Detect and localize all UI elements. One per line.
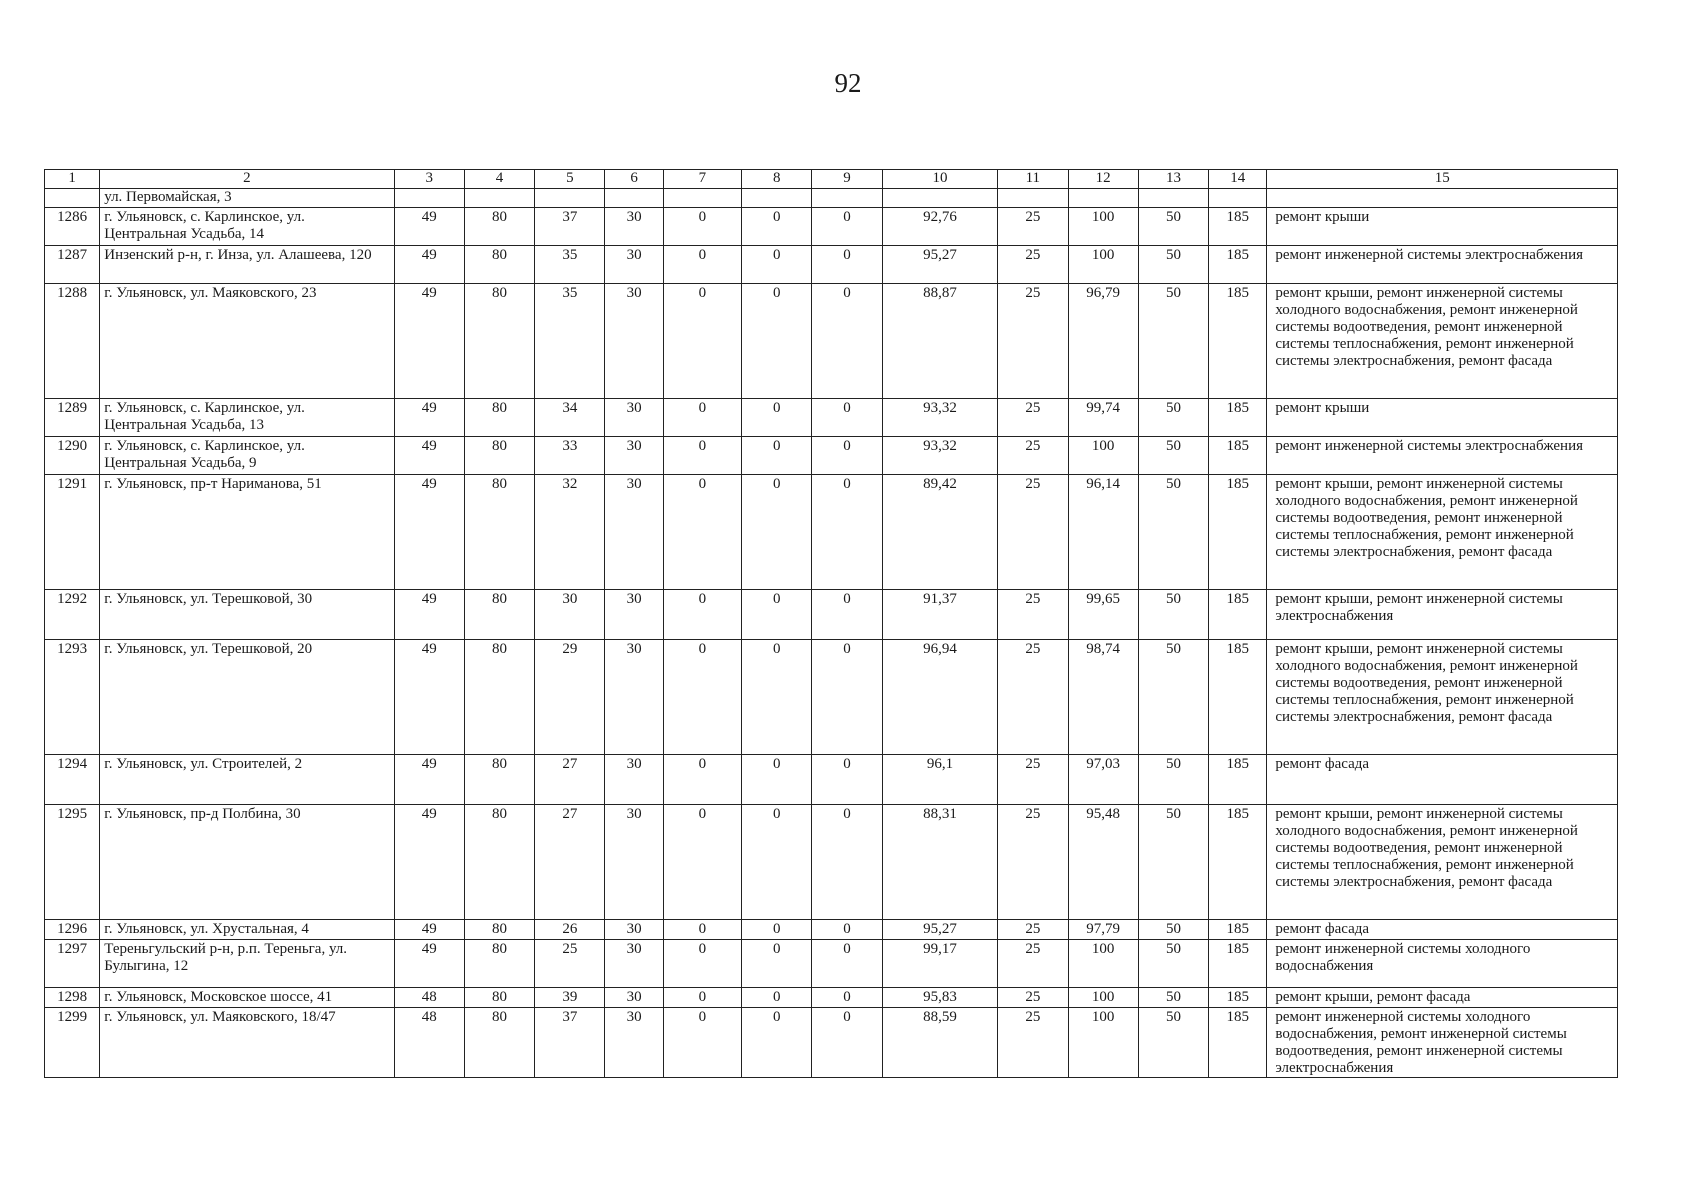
value-9: 0 (812, 437, 882, 475)
value-12: 99,65 (1068, 590, 1138, 640)
value-13: 50 (1138, 1008, 1208, 1078)
value-10: 89,42 (882, 475, 998, 590)
value-8: 0 (742, 940, 812, 988)
address: г. Ульяновск, ул. Хрустальная, 4 (100, 920, 394, 940)
address: г. Ульяновск, с. Карлинское, ул. Центральная Усадьба, 13 (100, 399, 394, 437)
table-body (45, 170, 1618, 1078)
value-10: 95,27 (882, 246, 998, 284)
address: г. Ульяновск, ул. Маяковского, 23 (100, 284, 394, 399)
value-3: 49 (394, 437, 464, 475)
value-6: 30 (605, 208, 663, 246)
value-11: 25 (998, 940, 1068, 988)
value-9: 0 (812, 920, 882, 940)
header-row (45, 170, 1618, 189)
value-12: 100 (1068, 246, 1138, 284)
value-6: 30 (605, 755, 663, 805)
value-9: 0 (812, 940, 882, 988)
address: г. Ульяновск, ул. Маяковского, 18/47 (100, 1008, 394, 1078)
value-13: 50 (1138, 755, 1208, 805)
value-14: 185 (1209, 475, 1267, 590)
value-8: 0 (742, 805, 812, 920)
value-3: 49 (394, 755, 464, 805)
works-list: ремонт инженерной системы холодного водоснабжения (1267, 940, 1618, 988)
value-13: 50 (1138, 475, 1208, 590)
value-7: 0 (663, 920, 741, 940)
header-cell-11: 11 (998, 170, 1068, 189)
works-list: ремонт инженерной системы холодного водоснабжения, ремонт инженерной системы водоотведения, ремонт инженерной системы электроснабжения (1267, 1008, 1618, 1078)
value-11: 25 (998, 475, 1068, 590)
value-13: 50 (1138, 920, 1208, 940)
address: Инзенский р-н, г. Инза, ул. Алашеева, 120 (100, 246, 394, 284)
value-8: 0 (742, 590, 812, 640)
works-list: ремонт фасада (1267, 755, 1618, 805)
value-14: 185 (1209, 805, 1267, 920)
value-3: 49 (394, 475, 464, 590)
value-11: 25 (998, 437, 1068, 475)
value-4: 80 (464, 208, 534, 246)
address: г. Ульяновск, ул. Терешковой, 30 (100, 590, 394, 640)
table-row (45, 755, 1618, 805)
value-4: 80 (464, 437, 534, 475)
value-7: 0 (663, 988, 741, 1008)
row-number: 1290 (45, 437, 100, 475)
value-9: 0 (812, 284, 882, 399)
value-6: 30 (605, 399, 663, 437)
table-row (45, 437, 1618, 475)
value-9: 0 (812, 1008, 882, 1078)
value-12: 100 (1068, 208, 1138, 246)
value-12: 95,48 (1068, 805, 1138, 920)
row-number: 1297 (45, 940, 100, 988)
value-6: 30 (605, 1008, 663, 1078)
value-10: 96,94 (882, 640, 998, 755)
works-list: ремонт крыши, ремонт инженерной системы холодного водоснабжения, ремонт инженерной системы водоотведения, ремонт инженерной системы теплоснабжения, ремонт инженерной системы электроснабжения, ремонт фасада (1267, 640, 1618, 755)
table-row (45, 284, 1618, 399)
value-4: 80 (464, 246, 534, 284)
value-4: 80 (464, 1008, 534, 1078)
value-6: 30 (605, 805, 663, 920)
value-4: 80 (464, 284, 534, 399)
value-3: 49 (394, 640, 464, 755)
table-row (45, 246, 1618, 284)
address: г. Ульяновск, с. Карлинское, ул. Центральная Усадьба, 9 (100, 437, 394, 475)
value-10: 95,83 (882, 988, 998, 1008)
value-10: 88,31 (882, 805, 998, 920)
value-4: 80 (464, 590, 534, 640)
value-5: 35 (535, 246, 605, 284)
value-13: 50 (1138, 208, 1208, 246)
value-12: 97,79 (1068, 920, 1138, 940)
value-12: 100 (1068, 940, 1138, 988)
header-cell-13: 13 (1138, 170, 1208, 189)
works-list: ремонт крыши, ремонт инженерной системы электроснабжения (1267, 590, 1618, 640)
table-row (45, 399, 1618, 437)
value-6: 30 (605, 988, 663, 1008)
value-3: 49 (394, 805, 464, 920)
value-13: 50 (1138, 284, 1208, 399)
header-cell-8: 8 (742, 170, 812, 189)
value-14: 185 (1209, 920, 1267, 940)
value-5: 29 (535, 640, 605, 755)
value-14: 185 (1209, 940, 1267, 988)
value-14: 185 (1209, 640, 1267, 755)
value-3: 48 (394, 988, 464, 1008)
value-13: 50 (1138, 590, 1208, 640)
table-row (45, 640, 1618, 755)
page-number: 92 (834, 68, 862, 98)
value-5: 34 (535, 399, 605, 437)
value-5: 25 (535, 940, 605, 988)
value-12: 100 (1068, 1008, 1138, 1078)
value-4: 80 (464, 640, 534, 755)
value-10: 88,87 (882, 284, 998, 399)
works-list: ремонт крыши, ремонт инженерной системы холодного водоснабжения, ремонт инженерной системы водоотведения, ремонт инженерной системы теплоснабжения, ремонт инженерной системы электроснабжения, ремонт фасада (1267, 284, 1618, 399)
header-cell-5: 5 (535, 170, 605, 189)
value-11: 25 (998, 755, 1068, 805)
value-14: 185 (1209, 399, 1267, 437)
value-10: 92,76 (882, 208, 998, 246)
value-10: 91,37 (882, 590, 998, 640)
value-5: 37 (535, 1008, 605, 1078)
value-9: 0 (812, 988, 882, 1008)
header-cell-1: 1 (45, 170, 100, 189)
value-6: 30 (605, 437, 663, 475)
value-12: 97,03 (1068, 755, 1138, 805)
works-list: ремонт крыши, ремонт инженерной системы холодного водоснабжения, ремонт инженерной системы водоотведения, ремонт инженерной системы теплоснабжения, ремонт инженерной системы электроснабжения, ремонт фасада (1267, 475, 1618, 590)
value-8: 0 (742, 755, 812, 805)
value-7: 0 (663, 246, 741, 284)
header-cell-10: 10 (882, 170, 998, 189)
header-cell-6: 6 (605, 170, 663, 189)
value-9: 0 (812, 755, 882, 805)
works-list: ремонт крыши (1267, 208, 1618, 246)
table-row (45, 590, 1618, 640)
header-cell-7: 7 (663, 170, 741, 189)
row-number: 1289 (45, 399, 100, 437)
address: г. Ульяновск, пр-д Полбина, 30 (100, 805, 394, 920)
value-13: 50 (1138, 940, 1208, 988)
value-4: 80 (464, 399, 534, 437)
works-list: ремонт инженерной системы электроснабжения (1267, 246, 1618, 284)
header-cell-3: 3 (394, 170, 464, 189)
value-7: 0 (663, 1008, 741, 1078)
value-5: 35 (535, 284, 605, 399)
value-4: 80 (464, 988, 534, 1008)
works-list: ремонт инженерной системы электроснабжения (1267, 437, 1618, 475)
value-8: 0 (742, 920, 812, 940)
table-row (45, 940, 1618, 988)
value-12: 100 (1068, 437, 1138, 475)
row-number: 1293 (45, 640, 100, 755)
value-3: 49 (394, 284, 464, 399)
value-10: 96,1 (882, 755, 998, 805)
address: г. Ульяновск, с. Карлинское, ул. Центральная Усадьба, 14 (100, 208, 394, 246)
value-3: 49 (394, 590, 464, 640)
value-3: 49 (394, 399, 464, 437)
value-3: 49 (394, 920, 464, 940)
table-row (45, 1008, 1618, 1078)
header-cell-14: 14 (1209, 170, 1267, 189)
value-13: 50 (1138, 437, 1208, 475)
value-9: 0 (812, 246, 882, 284)
table-row (45, 920, 1618, 940)
header-cell-9: 9 (812, 170, 882, 189)
value-9: 0 (812, 208, 882, 246)
value-11: 25 (998, 640, 1068, 755)
value-7: 0 (663, 805, 741, 920)
value-11: 25 (998, 208, 1068, 246)
value-12: 96,79 (1068, 284, 1138, 399)
table-row (45, 208, 1618, 246)
row-number: 1291 (45, 475, 100, 590)
value-8: 0 (742, 208, 812, 246)
header-cell-2: 2 (100, 170, 394, 189)
value-7: 0 (663, 475, 741, 590)
value-4: 80 (464, 940, 534, 988)
value-8: 0 (742, 475, 812, 590)
value-9: 0 (812, 475, 882, 590)
value-12: 96,14 (1068, 475, 1138, 590)
value-12: 98,74 (1068, 640, 1138, 755)
value-7: 0 (663, 590, 741, 640)
value-13: 50 (1138, 399, 1208, 437)
value-10: 93,32 (882, 437, 998, 475)
value-12: 100 (1068, 988, 1138, 1008)
value-7: 0 (663, 640, 741, 755)
value-10: 99,17 (882, 940, 998, 988)
value-4: 80 (464, 805, 534, 920)
value-14: 185 (1209, 437, 1267, 475)
value-5: 33 (535, 437, 605, 475)
value-6: 30 (605, 940, 663, 988)
table-row (45, 475, 1618, 590)
value-14: 185 (1209, 1008, 1267, 1078)
value-13: 50 (1138, 988, 1208, 1008)
works-list: ремонт фасада (1267, 920, 1618, 940)
row-number: 1288 (45, 284, 100, 399)
value-3: 49 (394, 208, 464, 246)
continuation-row (45, 189, 1618, 208)
value-5: 30 (535, 590, 605, 640)
value-10: 88,59 (882, 1008, 998, 1078)
row-number: 1294 (45, 755, 100, 805)
value-5: 26 (535, 920, 605, 940)
value-14: 185 (1209, 988, 1267, 1008)
value-14: 185 (1209, 208, 1267, 246)
table-row (45, 988, 1618, 1008)
value-4: 80 (464, 755, 534, 805)
value-11: 25 (998, 1008, 1068, 1078)
value-7: 0 (663, 284, 741, 399)
value-11: 25 (998, 920, 1068, 940)
value-13: 50 (1138, 805, 1208, 920)
value-13: 50 (1138, 640, 1208, 755)
value-7: 0 (663, 399, 741, 437)
value-6: 30 (605, 640, 663, 755)
value-14: 185 (1209, 284, 1267, 399)
address: г. Ульяновск, пр-т Нариманова, 51 (100, 475, 394, 590)
value-7: 0 (663, 755, 741, 805)
value-13: 50 (1138, 246, 1208, 284)
value-6: 30 (605, 920, 663, 940)
value-7: 0 (663, 208, 741, 246)
value-7: 0 (663, 940, 741, 988)
value-14: 185 (1209, 590, 1267, 640)
header-cell-4: 4 (464, 170, 534, 189)
works-list: ремонт крыши, ремонт фасада (1267, 988, 1618, 1008)
header-cell-15: 15 (1267, 170, 1618, 189)
header-cell-12: 12 (1068, 170, 1138, 189)
value-3: 48 (394, 1008, 464, 1078)
address: Тереньгульский р-н, р.п. Тереньга, ул. Булыгина, 12 (100, 940, 394, 988)
row-number: 1292 (45, 590, 100, 640)
value-5: 39 (535, 988, 605, 1008)
row-number: 1287 (45, 246, 100, 284)
value-8: 0 (742, 437, 812, 475)
value-6: 30 (605, 284, 663, 399)
value-6: 30 (605, 475, 663, 590)
value-8: 0 (742, 1008, 812, 1078)
works-list: ремонт крыши (1267, 399, 1618, 437)
value-5: 27 (535, 755, 605, 805)
address: г. Ульяновск, ул. Терешковой, 20 (100, 640, 394, 755)
value-3: 49 (394, 246, 464, 284)
value-5: 37 (535, 208, 605, 246)
row-number: 1296 (45, 920, 100, 940)
value-9: 0 (812, 399, 882, 437)
value-4: 80 (464, 920, 534, 940)
works-list: ремонт крыши, ремонт инженерной системы холодного водоснабжения, ремонт инженерной системы водоотведения, ремонт инженерной системы теплоснабжения, ремонт инженерной системы электроснабжения, ремонт фасада (1267, 805, 1618, 920)
value-5: 32 (535, 475, 605, 590)
value-11: 25 (998, 246, 1068, 284)
value-9: 0 (812, 640, 882, 755)
row-number: 1286 (45, 208, 100, 246)
value-8: 0 (742, 284, 812, 399)
value-12: 99,74 (1068, 399, 1138, 437)
value-4: 80 (464, 475, 534, 590)
row-number: 1295 (45, 805, 100, 920)
value-9: 0 (812, 590, 882, 640)
value-7: 0 (663, 437, 741, 475)
value-11: 25 (998, 284, 1068, 399)
value-11: 25 (998, 590, 1068, 640)
value-10: 95,27 (882, 920, 998, 940)
value-8: 0 (742, 640, 812, 755)
value-8: 0 (742, 246, 812, 284)
value-6: 30 (605, 590, 663, 640)
value-8: 0 (742, 988, 812, 1008)
value-14: 185 (1209, 246, 1267, 284)
value-11: 25 (998, 805, 1068, 920)
row-number: 1299 (45, 1008, 100, 1078)
value-11: 25 (998, 988, 1068, 1008)
value-5: 27 (535, 805, 605, 920)
data-table (44, 169, 1618, 1078)
value-8: 0 (742, 399, 812, 437)
continuation-address: ул. Первомайская, 3 (100, 189, 394, 208)
value-3: 49 (394, 940, 464, 988)
value-14: 185 (1209, 755, 1267, 805)
table-row (45, 805, 1618, 920)
value-10: 93,32 (882, 399, 998, 437)
address: г. Ульяновск, Московское шоссе, 41 (100, 988, 394, 1008)
address: г. Ульяновск, ул. Строителей, 2 (100, 755, 394, 805)
value-6: 30 (605, 246, 663, 284)
value-9: 0 (812, 805, 882, 920)
value-11: 25 (998, 399, 1068, 437)
row-number: 1298 (45, 988, 100, 1008)
